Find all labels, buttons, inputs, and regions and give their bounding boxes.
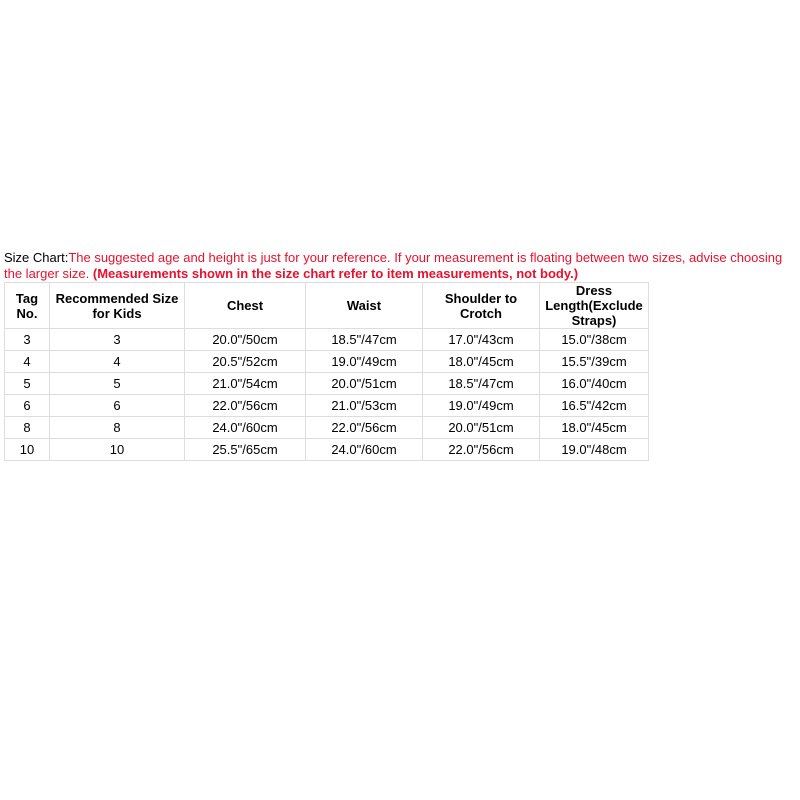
cell-waist: 20.0"/51cm [306,373,423,395]
table-row [5,329,649,351]
table-header-row [5,283,649,329]
cell-waist: 18.5"/47cm [306,329,423,351]
cell-dress-length: 19.0"/48cm [540,439,649,461]
cell-recommended-size: 10 [50,439,185,461]
header-tag-no: Tag No. [5,283,50,329]
intro-prefix: Size Chart: [4,250,69,265]
cell-dress-length: 15.0"/38cm [540,329,649,351]
cell-waist: 19.0"/49cm [306,351,423,373]
table-row [5,351,649,373]
cell-shoulder-to-crotch: 18.0"/45cm [423,351,540,373]
cell-recommended-size: 3 [50,329,185,351]
cell-tag-no: 3 [5,329,50,351]
table-row [5,395,649,417]
cell-tag-no: 10 [5,439,50,461]
cell-recommended-size: 5 [50,373,185,395]
cell-recommended-size: 8 [50,417,185,439]
cell-dress-length: 16.0"/40cm [540,373,649,395]
intro-bold-note: (Measurements shown in the size chart refer to item measurements, not body.) [92,266,579,281]
cell-chest: 25.5"/65cm [185,439,306,461]
header-chest: Chest [185,283,306,329]
header-waist: Waist [306,283,423,329]
header-shoulder-to-crotch: Shoulder to Crotch [423,283,540,329]
cell-tag-no: 6 [5,395,50,417]
header-recommended-size: Recommended Size for Kids [50,283,185,329]
cell-waist: 22.0"/56cm [306,417,423,439]
table-row [5,439,649,461]
size-chart-intro [4,250,798,282]
cell-shoulder-to-crotch: 20.0"/51cm [423,417,540,439]
cell-tag-no: 5 [5,373,50,395]
cell-waist: 24.0"/60cm [306,439,423,461]
cell-waist: 21.0"/53cm [306,395,423,417]
cell-shoulder-to-crotch: 17.0"/43cm [423,329,540,351]
cell-recommended-size: 4 [50,351,185,373]
cell-chest: 21.0"/54cm [185,373,306,395]
cell-tag-no: 4 [5,351,50,373]
cell-shoulder-to-crotch: 18.5"/47cm [423,373,540,395]
header-dress-length: Dress Length(Exclude Straps) [540,283,649,329]
cell-chest: 20.0"/50cm [185,329,306,351]
cell-chest: 24.0"/60cm [185,417,306,439]
intro-note: The suggested age and height is just for your reference. If your measurement is floating between two sizes, advise choosing the larger size. [4,250,783,281]
cell-tag-no: 8 [5,417,50,439]
cell-chest: 20.5"/52cm [185,351,306,373]
cell-shoulder-to-crotch: 22.0"/56cm [423,439,540,461]
size-chart-table [4,282,649,461]
table-row [5,373,649,395]
cell-dress-length: 16.5"/42cm [540,395,649,417]
cell-recommended-size: 6 [50,395,185,417]
cell-chest: 22.0"/56cm [185,395,306,417]
cell-dress-length: 15.5"/39cm [540,351,649,373]
table-row [5,417,649,439]
cell-dress-length: 18.0"/45cm [540,417,649,439]
cell-shoulder-to-crotch: 19.0"/49cm [423,395,540,417]
